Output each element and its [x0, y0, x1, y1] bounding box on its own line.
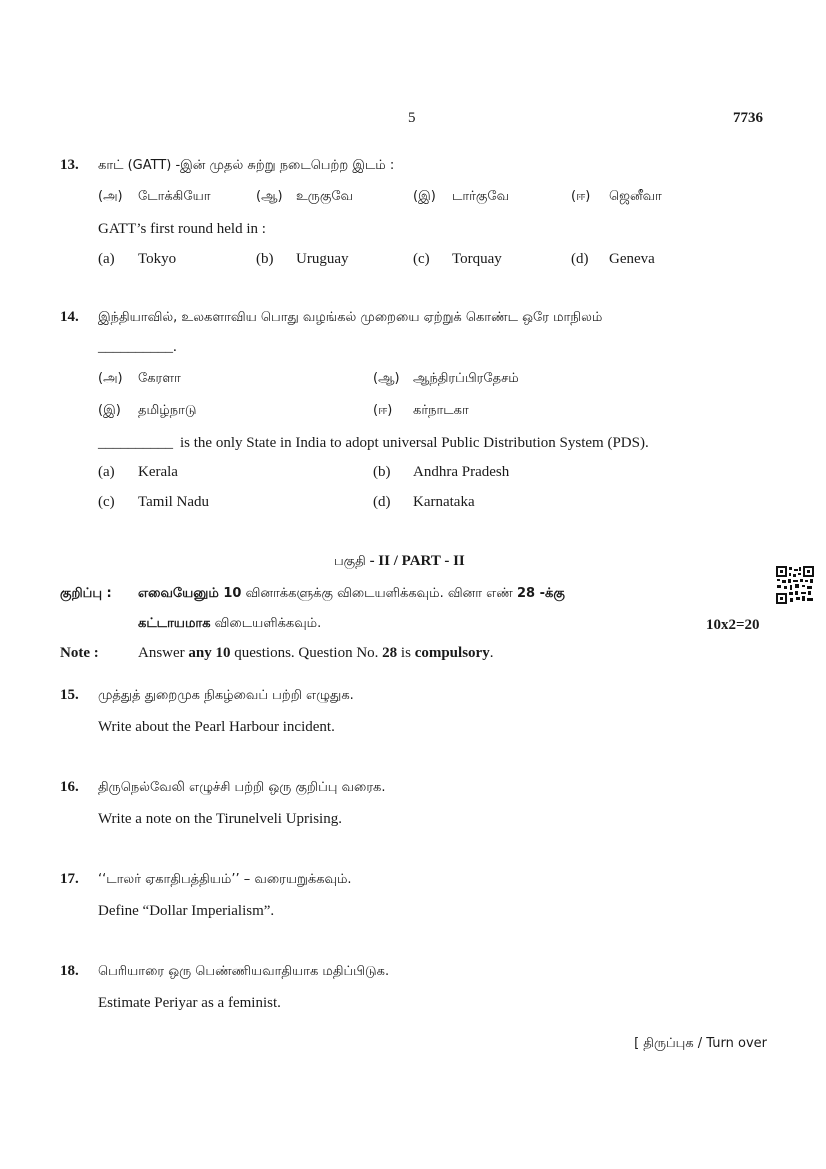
note-emphasis: 28 -க்கு — [517, 586, 565, 601]
note-label-english: Note : — [60, 645, 99, 661]
option-text: Tokyo — [138, 251, 177, 267]
option-text: Geneva — [609, 251, 655, 267]
turn-over-note — [634, 1035, 767, 1052]
option-text: டார்குவே — [452, 189, 510, 204]
page-number: 5 — [408, 110, 416, 126]
question-text-english: Define “Dollar Imperialism”. — [98, 903, 275, 919]
section-heading-english: - II / PART - II — [369, 553, 465, 569]
option-text: Kerala — [138, 464, 178, 480]
option-label: (இ) — [98, 403, 121, 418]
option-label: (அ) — [98, 371, 123, 386]
question-text-tamil: பெரியாரை ஒரு பெண்ணியவாதியாக மதிப்பிடுக. — [98, 964, 390, 979]
answer-blank: __________ — [98, 435, 173, 451]
note-text: . — [489, 645, 494, 661]
question-number: 18. — [60, 963, 79, 979]
section-heading — [334, 553, 465, 570]
question-text-english: Write about the Pearl Harbour incident. — [98, 719, 335, 735]
option-text: தமிழ்நாடு — [138, 403, 197, 418]
option-label: (d) — [373, 494, 391, 510]
note-emphasis: எவையேனும் 10 — [138, 586, 242, 601]
note-text-tamil — [138, 586, 565, 602]
option-label: (d) — [571, 251, 589, 267]
question-number: 15. — [60, 687, 79, 703]
question-number: 14. — [60, 309, 79, 325]
question-text-tamil: முத்துத் துறைமுக நிகழ்வைப் பற்றி எழுதுக. — [98, 688, 354, 703]
option-label: (ஈ) — [571, 189, 591, 204]
question-number: 13. — [60, 157, 79, 173]
option-label: (b) — [256, 251, 274, 267]
note-emphasis: கட்டாயமாக — [138, 616, 211, 631]
option-text: உருகுவே — [296, 189, 353, 204]
section-heading-tamil: பகுதி — [334, 554, 366, 569]
paper-code: 7736 — [733, 110, 763, 126]
question-text-tamil: திருநெல்வேலி எழுச்சி பற்றி ஒரு குறிப்பு வரைக. — [98, 780, 386, 795]
option-text: Karnataka — [413, 494, 475, 510]
option-label: (ஈ) — [373, 403, 393, 418]
note-text: questions. Question No. — [234, 645, 379, 661]
option-label: (இ) — [413, 189, 436, 204]
option-label: (c) — [413, 251, 430, 267]
option-label: (c) — [98, 494, 115, 510]
note-text: is — [400, 645, 411, 661]
option-label: (ஆ) — [373, 371, 400, 386]
question-text-tamil: ‘‘டாலர் ஏகாதிபத்தியம்’’ – வரையறுக்கவும். — [98, 872, 352, 887]
note-text: விடையளிக்கவும். — [214, 616, 322, 631]
qr-code-icon — [775, 565, 815, 605]
option-text: Uruguay — [296, 251, 349, 267]
question-text-tamil: காட் (GATT) -இன் முதல் சுற்று நடைபெற்ற இடம் : — [98, 158, 395, 173]
note-text: வினாக்களுக்கு விடையளிக்கவும். வினா எண் — [245, 586, 513, 601]
option-text: Tamil Nadu — [138, 494, 210, 510]
option-label: (a) — [98, 251, 115, 267]
note-label-tamil: குறிப்பு : — [60, 586, 112, 601]
option-label: (b) — [373, 464, 391, 480]
question-text-english: is the only State in India to adopt universal Public Distribution System (PDS). — [180, 435, 649, 451]
note-emphasis: 28 — [382, 645, 398, 661]
note-text: Answer — [138, 645, 185, 661]
question-text-english: Write a note on the Tirunelveli Uprising. — [98, 811, 342, 827]
option-text: கேரளா — [138, 371, 181, 386]
option-text: டோக்கியோ — [138, 189, 211, 204]
option-label: (a) — [98, 464, 115, 480]
option-label: (ஆ) — [256, 189, 283, 204]
note-text-tamil-line2 — [138, 616, 321, 632]
question-text-english: Estimate Periyar as a feminist. — [98, 995, 281, 1011]
note-text-english — [138, 645, 493, 662]
turn-over-text: [ திருப்புக / Turn over — [634, 1036, 767, 1051]
option-text: ஜெனீவா — [609, 189, 662, 204]
note-emphasis: compulsory — [414, 645, 490, 661]
question-number: 17. — [60, 871, 79, 887]
option-text: ஆந்திரப்பிரதேசம் — [413, 371, 519, 386]
option-label: (அ) — [98, 189, 123, 204]
question-text-tamil: இந்தியாவில், உலகளாவிய பொது வழங்கல் முறையை ஏற்றுக் கொண்ட ஒரே மாநிலம் — [98, 310, 603, 325]
answer-blank: __________. — [98, 339, 177, 355]
option-text: Andhra Pradesh — [413, 464, 510, 480]
question-number: 16. — [60, 779, 79, 795]
option-text: Torquay — [452, 251, 502, 267]
note-emphasis: any 10 — [188, 645, 231, 661]
option-text: கர்நாடகா — [413, 403, 469, 418]
question-text-english: GATT’s first round held in : — [98, 221, 266, 237]
marks-allocation: 10x2=20 — [706, 617, 760, 633]
